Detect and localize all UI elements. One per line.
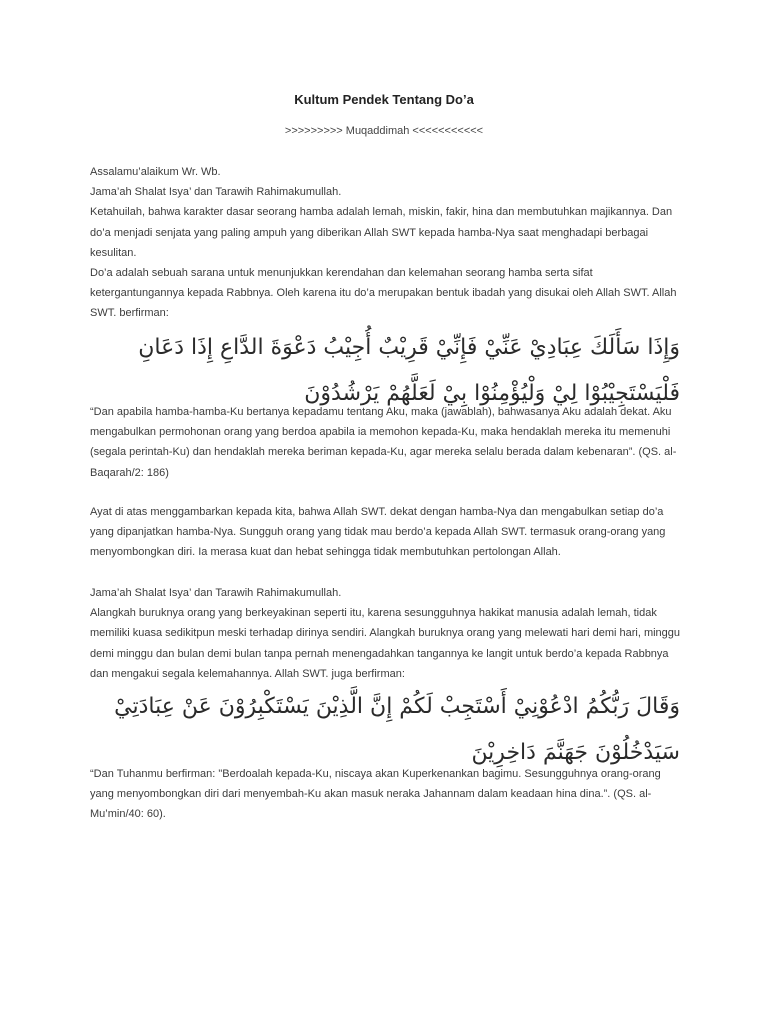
intro-block <box>90 162 684 324</box>
audience-line: Jama’ah Shalat Isya’ dan Tarawih Rahimakumullah. <box>90 186 342 199</box>
page-title: Kultum Pendek Tentang Do’a <box>294 92 474 107</box>
arabic-verse-1: وَإِذَا سَأَلَكَ عِبَادِيْ عَنِّيْ فَإِنِّيْ قَرِيْبٌ أُجِيْبُ دَعْوَةَ الدَّاعِ إِذَا دَعَانِ فَلْيَسْتَجِيْبُوْا لِيْ وَلْيُؤْمِنُوْا بِيْ لَعَلَّهُمْ يَرْشُدُوْنَ <box>138 335 680 406</box>
intro-paragraph-2: Do’a adalah sebuah sarana untuk menunjukkan kerendahan dan kelemahan seorang hamba serta sifat ketergantungannya kepada Rabbnya. Oleh karena itu do’a merupakan bentuk ibadah yang disukai oleh Allah SWT. Allah SWT. berfirman: <box>90 267 677 320</box>
explanation-paragraph: Ayat di atas menggambarkan kepada kita, bahwa Allah SWT. dekat dengan hamba-Nya dan mengabulkan setiap do’a yang dipanjatkan hamba-Nya. Sungguh orang yang tidak mau berdo’a kepada Allah SWT. termasuk orang-orang yang menyombongkan diri. Ia merasa kuat dan hebat sehingga tidak membutuhkan pertolongan Allah. <box>90 506 666 559</box>
arabic-verse-2: وَقَالَ رَبُّكُمُ ادْعُوْنِيْ أَسْتَجِبْ لَكُمْ إِنَّ الَّذِيْنَ يَسْتَكْبِرُوْنَ عَنْ عِبَادَتِيْ سَيَدْخُلُوْنَ جَهَنَّمَ دَاخِرِيْنَ <box>114 694 680 765</box>
audience-line-2: Jama’ah Shalat Isya’ dan Tarawih Rahimakumullah. <box>90 587 342 599</box>
second-block <box>90 583 684 684</box>
greeting-line: Assalamu’alaikum Wr. Wb. <box>90 166 221 178</box>
second-paragraph: Alangkah buruknya orang yang berkeyakinan seperti itu, karena sesungguhnya hakikat manusia adalah lemah, tidak memiliki kuasa sedikitpun meski terhadap dirinya sendiri. Alangkah buruknya orang yang melewati hari demi hari, minggu demi minggu dan bulan demi bulan tanpa pernah menengadahkan tangannya ke langit untuk berdo’a kepada Rabbnya dan mengakui segala kelemahannya. Allah SWT. juga berfirman: <box>90 607 681 680</box>
verse-translation-2 <box>90 764 684 825</box>
explanation-block <box>90 502 684 563</box>
translation-text-2: “Dan Tuhanmu berfirman: "Berdoalah kepada-Ku, niscaya akan Kuperkenankan bagimu. Sesungguhnya orang-orang yang menyombongkan diri dari menyembah-Ku akan masuk neraka Jahannam dalam keadaan hina dina.”. (QS. al-Mu’min/40: 60). <box>90 768 661 821</box>
section-heading-muqaddimah: >>>>>>>>> Muqaddimah <<<<<<<<<<< <box>284 125 484 137</box>
translation-text-1: “Dan apabila hamba-hamba-Ku bertanya kepadamu tentang Aku, maka (jawablah), bahwasanya Aku adalah dekat. Aku mengabulkan permohonan orang yang berdoa apabila ia memohon kepada-Ku, maka hendaklah mereka itu memenuhi (segala perintah-Ku) dan hendaklah mereka beriman kepada-Ku, agar mereka selalu berada dalam kebenaran”. (QS. al-Baqarah/2: 186) <box>90 406 677 479</box>
intro-paragraph-1: Ketahuilah, bahwa karakter dasar seorang hamba adalah lemah, miskin, fakir, hina dan membutuhkan majikannya. Dan do’a menjadi senjata yang paling ampuh yang diberikan Allah SWT kepada hamba-Nya saat menghadapi berbagai kesulitan. <box>90 206 673 259</box>
verse-translation-1 <box>90 402 684 483</box>
